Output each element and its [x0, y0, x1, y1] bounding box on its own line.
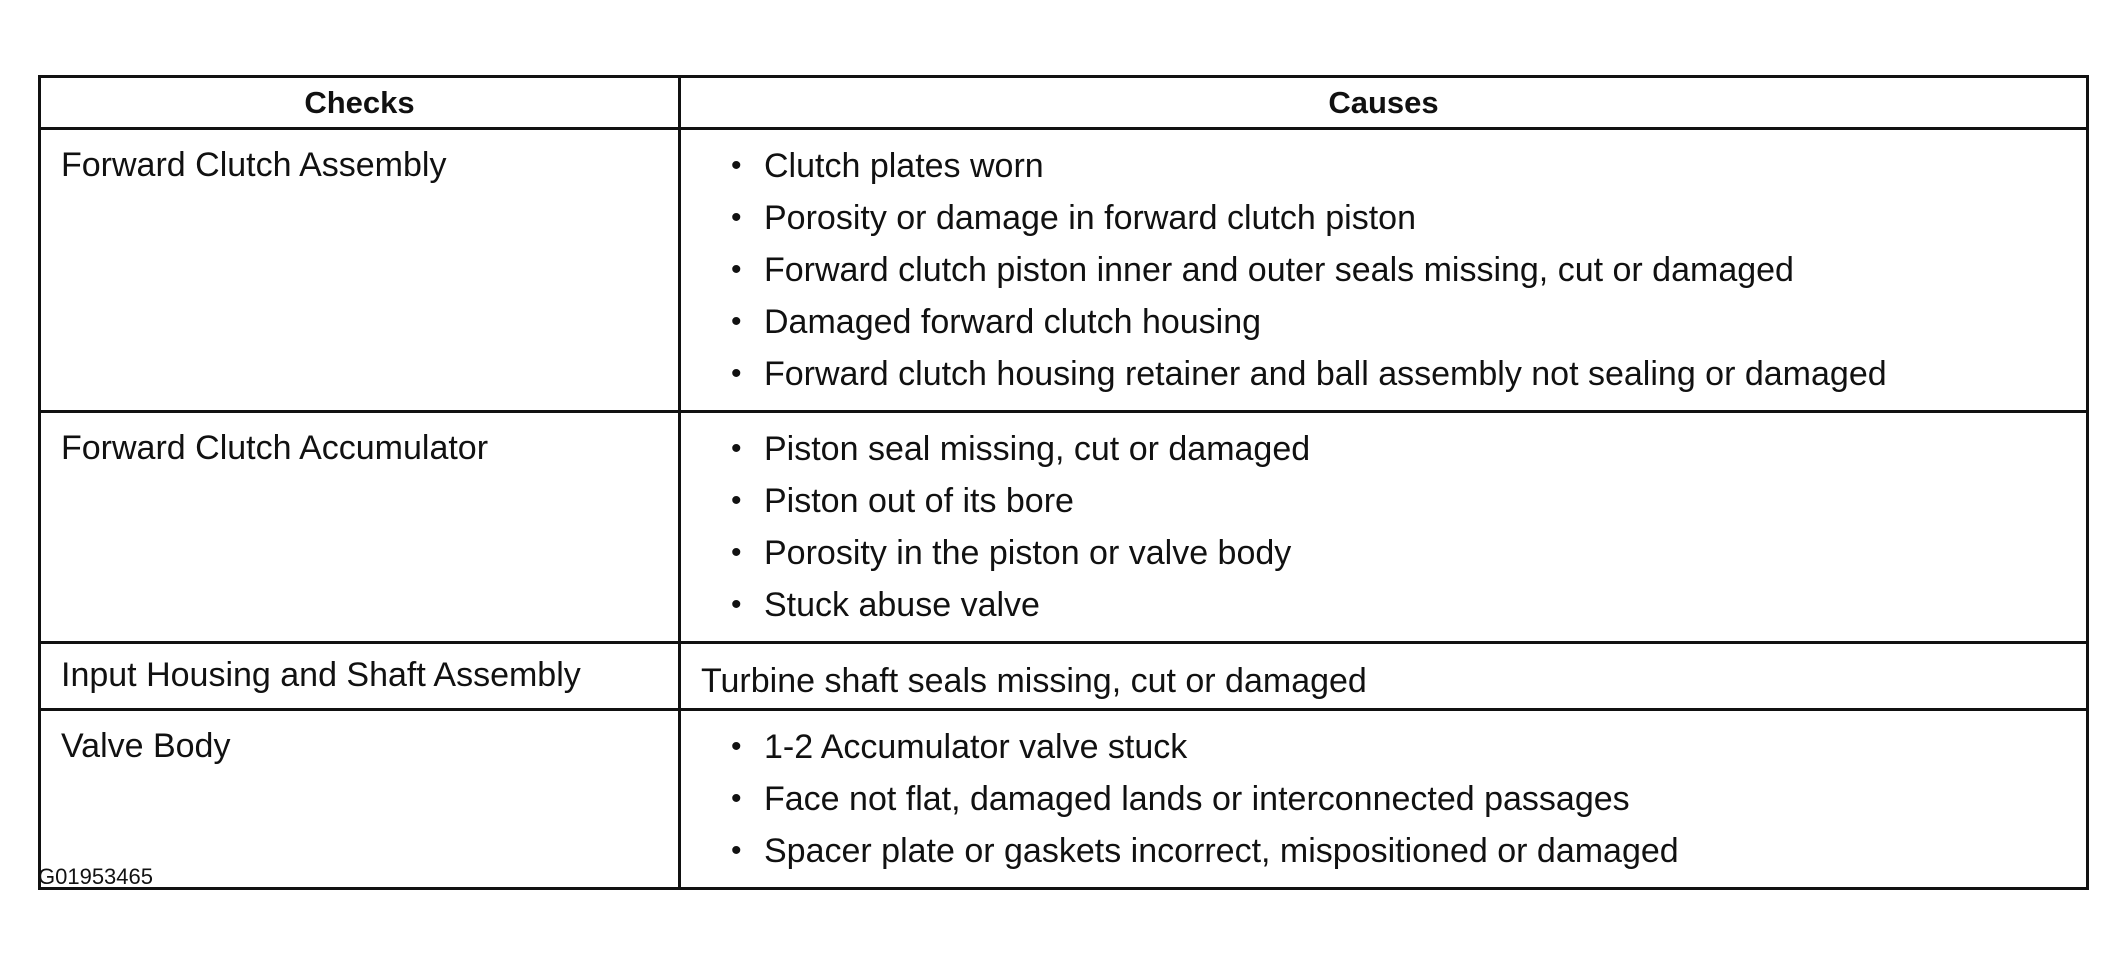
check-cell: Forward Clutch Assembly: [40, 129, 680, 412]
list-item: [731, 527, 2086, 579]
list-item: [731, 423, 2086, 475]
table-row: [40, 710, 2088, 889]
diagnosis-table-container: [38, 75, 2089, 890]
list-item: [731, 825, 2086, 877]
cause-text: Porosity or damage in forward clutch piston: [764, 199, 1416, 237]
causes-list: [681, 140, 2086, 400]
bullet-icon: •: [731, 305, 742, 338]
cause-text: Forward clutch housing retainer and ball assembly not sealing or damaged: [764, 355, 1887, 393]
check-cell: Forward Clutch Accumulator: [40, 412, 680, 643]
cause-text: Face not flat, damaged lands or interconnected passages: [764, 780, 1630, 818]
causes-cell: [680, 710, 2088, 889]
cause-text: Spacer plate or gaskets incorrect, mispositioned or damaged: [764, 832, 1679, 870]
check-cell: Input Housing and Shaft Assembly: [40, 643, 680, 710]
list-item: [731, 348, 2086, 400]
bullet-icon: •: [731, 730, 742, 763]
cause-text: Porosity in the piston or valve body: [764, 534, 1292, 572]
bullet-icon: •: [731, 357, 742, 390]
bullet-icon: •: [731, 588, 742, 621]
causes-cell: [680, 412, 2088, 643]
column-header-checks: Checks: [40, 77, 680, 129]
list-item: [731, 475, 2086, 527]
bullet-icon: •: [731, 432, 742, 465]
causes-list: [681, 423, 2086, 631]
cause-text: Forward clutch piston inner and outer seals missing, cut or damaged: [764, 251, 1794, 289]
column-header-causes: Causes: [680, 77, 2088, 129]
check-cell: Valve Body: [40, 710, 680, 889]
table-row: [40, 412, 2088, 643]
bullet-icon: •: [731, 834, 742, 867]
list-item: [731, 244, 2086, 296]
cause-text: Clutch plates worn: [764, 147, 1044, 185]
causes-list: [681, 721, 2086, 877]
list-item: [731, 721, 2086, 773]
list-item: [731, 140, 2086, 192]
list-item: [731, 192, 2086, 244]
table-row: [40, 643, 2088, 710]
bullet-icon: •: [731, 782, 742, 815]
cause-text: Piston seal missing, cut or damaged: [764, 430, 1311, 468]
bullet-icon: •: [731, 484, 742, 517]
cause-text: Stuck abuse valve: [764, 586, 1040, 624]
table-header-row: [40, 77, 2088, 129]
causes-cell: Turbine shaft seals missing, cut or damaged: [680, 643, 2088, 710]
list-item: [731, 773, 2086, 825]
bullet-icon: •: [731, 149, 742, 182]
bullet-icon: •: [731, 536, 742, 569]
figure-id: G01953465: [38, 864, 153, 889]
cause-text: Damaged forward clutch housing: [764, 303, 1262, 341]
list-item: [731, 579, 2086, 631]
table-row: [40, 129, 2088, 412]
causes-cell: [680, 129, 2088, 412]
diagnosis-table: [38, 75, 2089, 890]
bullet-icon: •: [731, 253, 742, 286]
cause-text: Piston out of its bore: [764, 482, 1074, 520]
cause-text: 1-2 Accumulator valve stuck: [764, 728, 1188, 766]
bullet-icon: •: [731, 201, 742, 234]
list-item: [731, 296, 2086, 348]
